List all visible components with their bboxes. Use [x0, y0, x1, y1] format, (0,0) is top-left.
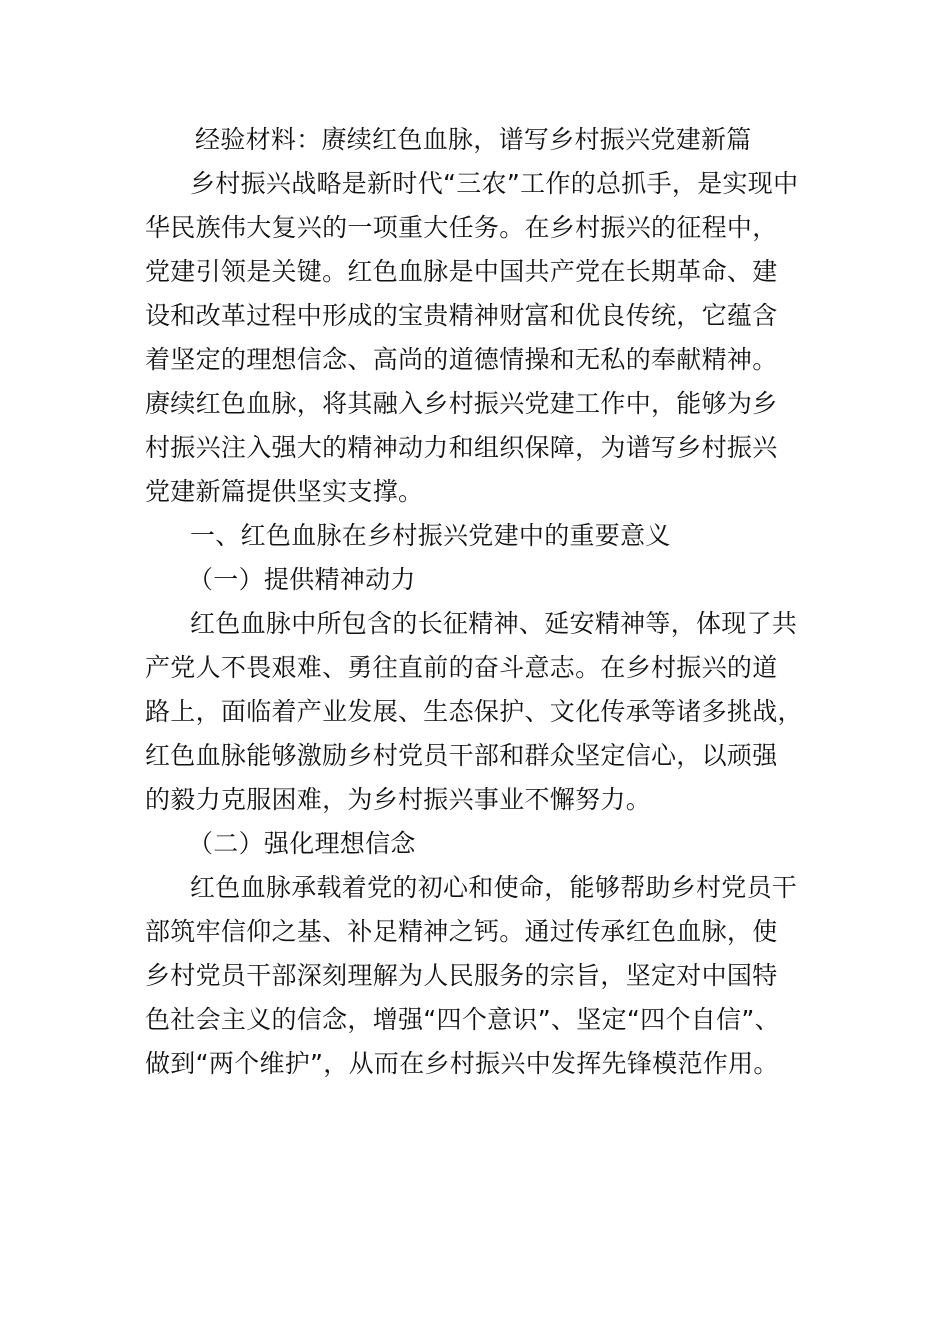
paragraph-line: 的毅力克服困难，为乡村振兴事业不懈努力。 — [145, 785, 652, 814]
paragraph-line: 着坚定的理想信念、高尚的道德情操和无私的奉献精神。 — [145, 345, 778, 374]
section-heading: 一、红色血脉在乡村振兴党建中的重要意义 — [190, 521, 671, 550]
paragraph-line: 红色血脉承载着党的初心和使命，能够帮助乡村党员干 — [190, 873, 798, 902]
paragraph-line: 色社会主义的信念，增强“四个意识”、坚定“四个自信”、 — [145, 1005, 780, 1034]
paragraph-line: 乡村党员干部深刻理解为人民服务的宗旨，坚定对中国特 — [145, 961, 778, 990]
paragraph-line: 华民族伟大复兴的一项重大任务。在乡村振兴的征程中， — [145, 213, 778, 242]
paragraph-line: 红色血脉能够激励乡村党员干部和群众坚定信心，以顽强 — [145, 741, 778, 770]
paragraph-line: 党建引领是关键。红色血脉是中国共产党在长期革命、建 — [145, 257, 778, 286]
paragraph-line: 路上，面临着产业发展、生态保护、文化传承等诸多挑战， — [145, 697, 803, 726]
paragraph-line: 乡村振兴战略是新时代“三农”工作的总抓手，是实现中 — [190, 169, 799, 198]
subsection-heading: （二）强化理想信念 — [188, 829, 416, 858]
paragraph-line: 党建新篇提供坚实支撑。 — [145, 477, 424, 506]
paragraph-line: 设和改革过程中形成的宝贵精神财富和优良传统，它蕴含 — [145, 301, 778, 330]
paragraph-line: 做到“两个维护”，从而在乡村振兴中发挥先锋模范作用。 — [145, 1049, 779, 1078]
paragraph-line: 村振兴注入强大的精神动力和组织保障，为谱写乡村振兴 — [145, 433, 778, 462]
paragraph-line: 红色血脉中所包含的长征精神、延安精神等，体现了共 — [190, 609, 798, 638]
paragraph-line: 部筑牢信仰之基、补足精神之钙。通过传承红色血脉，使 — [145, 917, 778, 946]
subsection-heading: （一）提供精神动力 — [188, 565, 416, 594]
document-title: 经验材料：赓续红色血脉，谱写乡村振兴党建新篇 — [195, 125, 752, 154]
paragraph-line: 赓续红色血脉，将其融入乡村振兴党建工作中，能够为乡 — [145, 389, 778, 418]
paragraph-line: 产党人不畏艰难、勇往直前的奋斗意志。在乡村振兴的道 — [145, 653, 778, 682]
